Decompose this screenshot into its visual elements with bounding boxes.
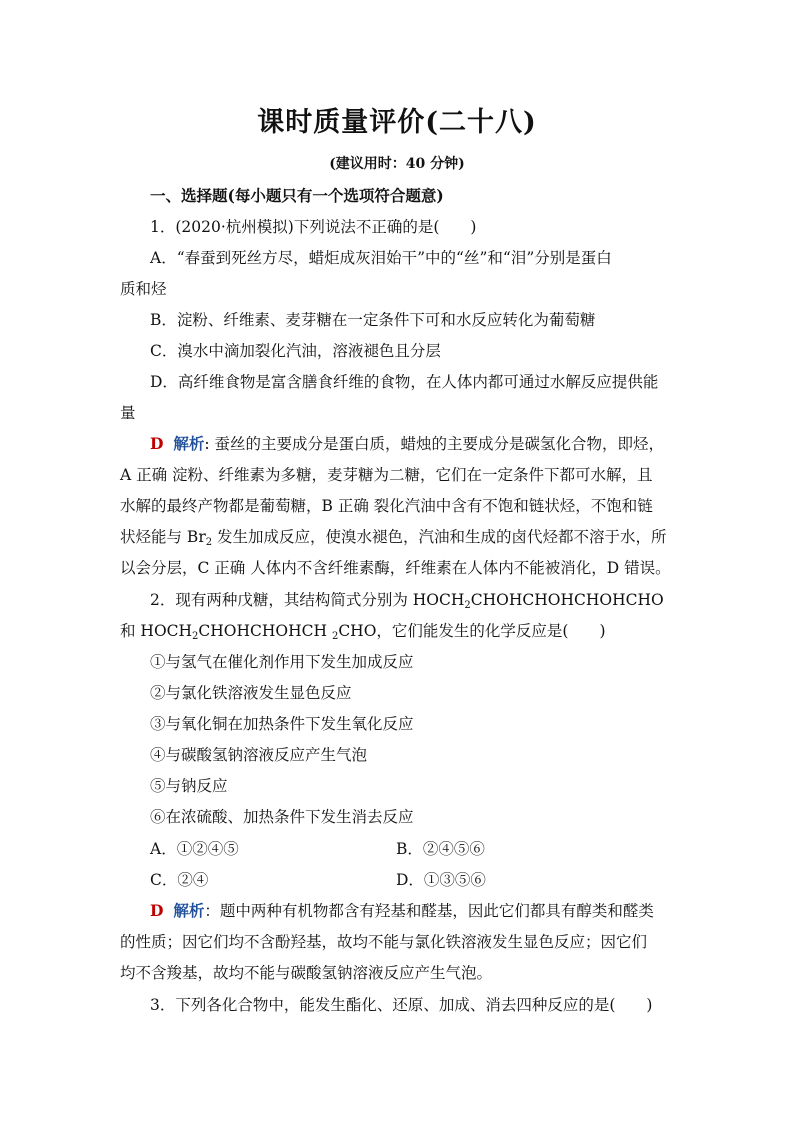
q1-analysis-line1: [150, 434, 664, 454]
q2-item-6: ⑥在浓硫酸、加热条件下发生消去反应: [150, 808, 414, 826]
q2-item-1: ①与氢气在催化剂作用下发生加成反应: [150, 653, 414, 671]
q1-stem: 1．(2020·杭州模拟)下列说法不正确的是( ): [150, 218, 477, 236]
q1-analysis-label: 解析: [173, 434, 205, 453]
q1-br-subscript: 2: [205, 537, 213, 548]
q2-stem-text2c: CHO，它们能发生的化学反应是( ): [338, 622, 606, 640]
q2-analysis-text1: ：题中两种有机物都含有羟基和醛基，因此它们都具有醇类和醛类: [204, 902, 654, 920]
q2-subscript3: 2: [331, 631, 339, 642]
q2-stem-text1a: 2．现有两种戊糖，其结构简式分别为 HOCH: [150, 591, 465, 609]
q2-option-c: C．②④: [150, 871, 209, 889]
q1-analysis-line2: A 正确 淀粉、纤维素为多糖，麦芽糖为二糖，它们在一定条件下都可水解，且: [120, 466, 653, 484]
q1-option-c: C．溴水中滴加裂化汽油，溶液褪色且分层: [150, 342, 441, 360]
q2-analysis-line2: 的性质；因它们均不含酚羟基，故均不能与氯化铁溶液发生显色反应；因它们: [120, 933, 648, 951]
q1-analysis-line4: [120, 527, 667, 547]
section-heading: 一、选择题(每小题只有一个选项符合题意): [150, 186, 444, 205]
q2-stem-text2b: CHOHCHOHCH: [198, 622, 327, 640]
q3-stem: 3．下列各化合物中，能发生酯化、还原、加成、消去四种反应的是( ): [150, 996, 653, 1014]
q1-answer: D: [150, 434, 164, 453]
q2-stem-text2a: 和 HOCH: [120, 622, 193, 640]
q1-analysis-text4b: 发生加成反应，使溴水褪色，汽油和生成的卤代烃都不溶于水，所: [212, 528, 667, 546]
q2-item-2: ②与氯化铁溶液发生显色反应: [150, 684, 352, 702]
q2-analysis-label: 解析: [173, 901, 205, 920]
q2-stem-text1b: CHOHCHOHCHOHCHO: [470, 591, 664, 609]
q2-option-a: A．①②④⑤: [150, 840, 239, 858]
q2-option-d: D．①③⑤⑥: [396, 871, 486, 889]
q2-item-3: ③与氧化铜在加热条件下发生氧化反应: [150, 715, 414, 733]
q1-option-a-cont: 质和烃: [120, 280, 167, 298]
q2-item-4: ④与碳酸氢钠溶液反应产生气泡: [150, 746, 368, 764]
suggested-time: (建议用时：40 分钟): [329, 156, 465, 172]
q1-option-a: A．“春蚕到死丝方尽，蜡炬成灰泪始干”中的“丝”和“泪”分别是蛋白: [150, 249, 612, 267]
q1-option-b: B．淀粉、纤维素、麦芽糖在一定条件下可和水反应转化为葡萄糖: [150, 311, 596, 329]
q1-analysis-line5: 以会分层，C 正确 人体内不含纤维素酶，纤维素在人体内不能被消化，D 错误。: [120, 559, 671, 577]
q1-option-d-cont: 量: [120, 404, 136, 422]
q2-option-b: B．②④⑤⑥: [396, 840, 485, 858]
q2-subscript1: 2: [464, 600, 471, 611]
q2-analysis-line3: 均不含羧基，故均不能与碳酸氢钠溶液反应产生气泡。: [120, 964, 493, 982]
q2-subscript2: 2: [192, 631, 199, 642]
page-title: 课时质量评价(二十八): [257, 107, 537, 138]
q2-analysis-line1: [150, 901, 654, 921]
q2-stem-line1: [150, 590, 664, 610]
q1-option-d: D．高纤维食物是富含膳食纤维的食物，在人体内都可通过水解反应提供能: [150, 373, 659, 391]
q1-analysis-text4a: 状烃能与 Br: [120, 528, 206, 546]
q2-answer: D: [150, 901, 164, 920]
q2-item-5: ⑤与钠反应: [150, 777, 228, 795]
q1-analysis-text1: : 蚕丝的主要成分是蛋白质，蜡烛的主要成分是碳氢化合物，即烃，: [204, 435, 664, 453]
q2-stem-line2: [120, 621, 606, 641]
q1-analysis-line3: 水解的最终产物都是葡萄糖，B 正确 裂化汽油中含有不饱和链状烃，不饱和链: [120, 497, 653, 515]
